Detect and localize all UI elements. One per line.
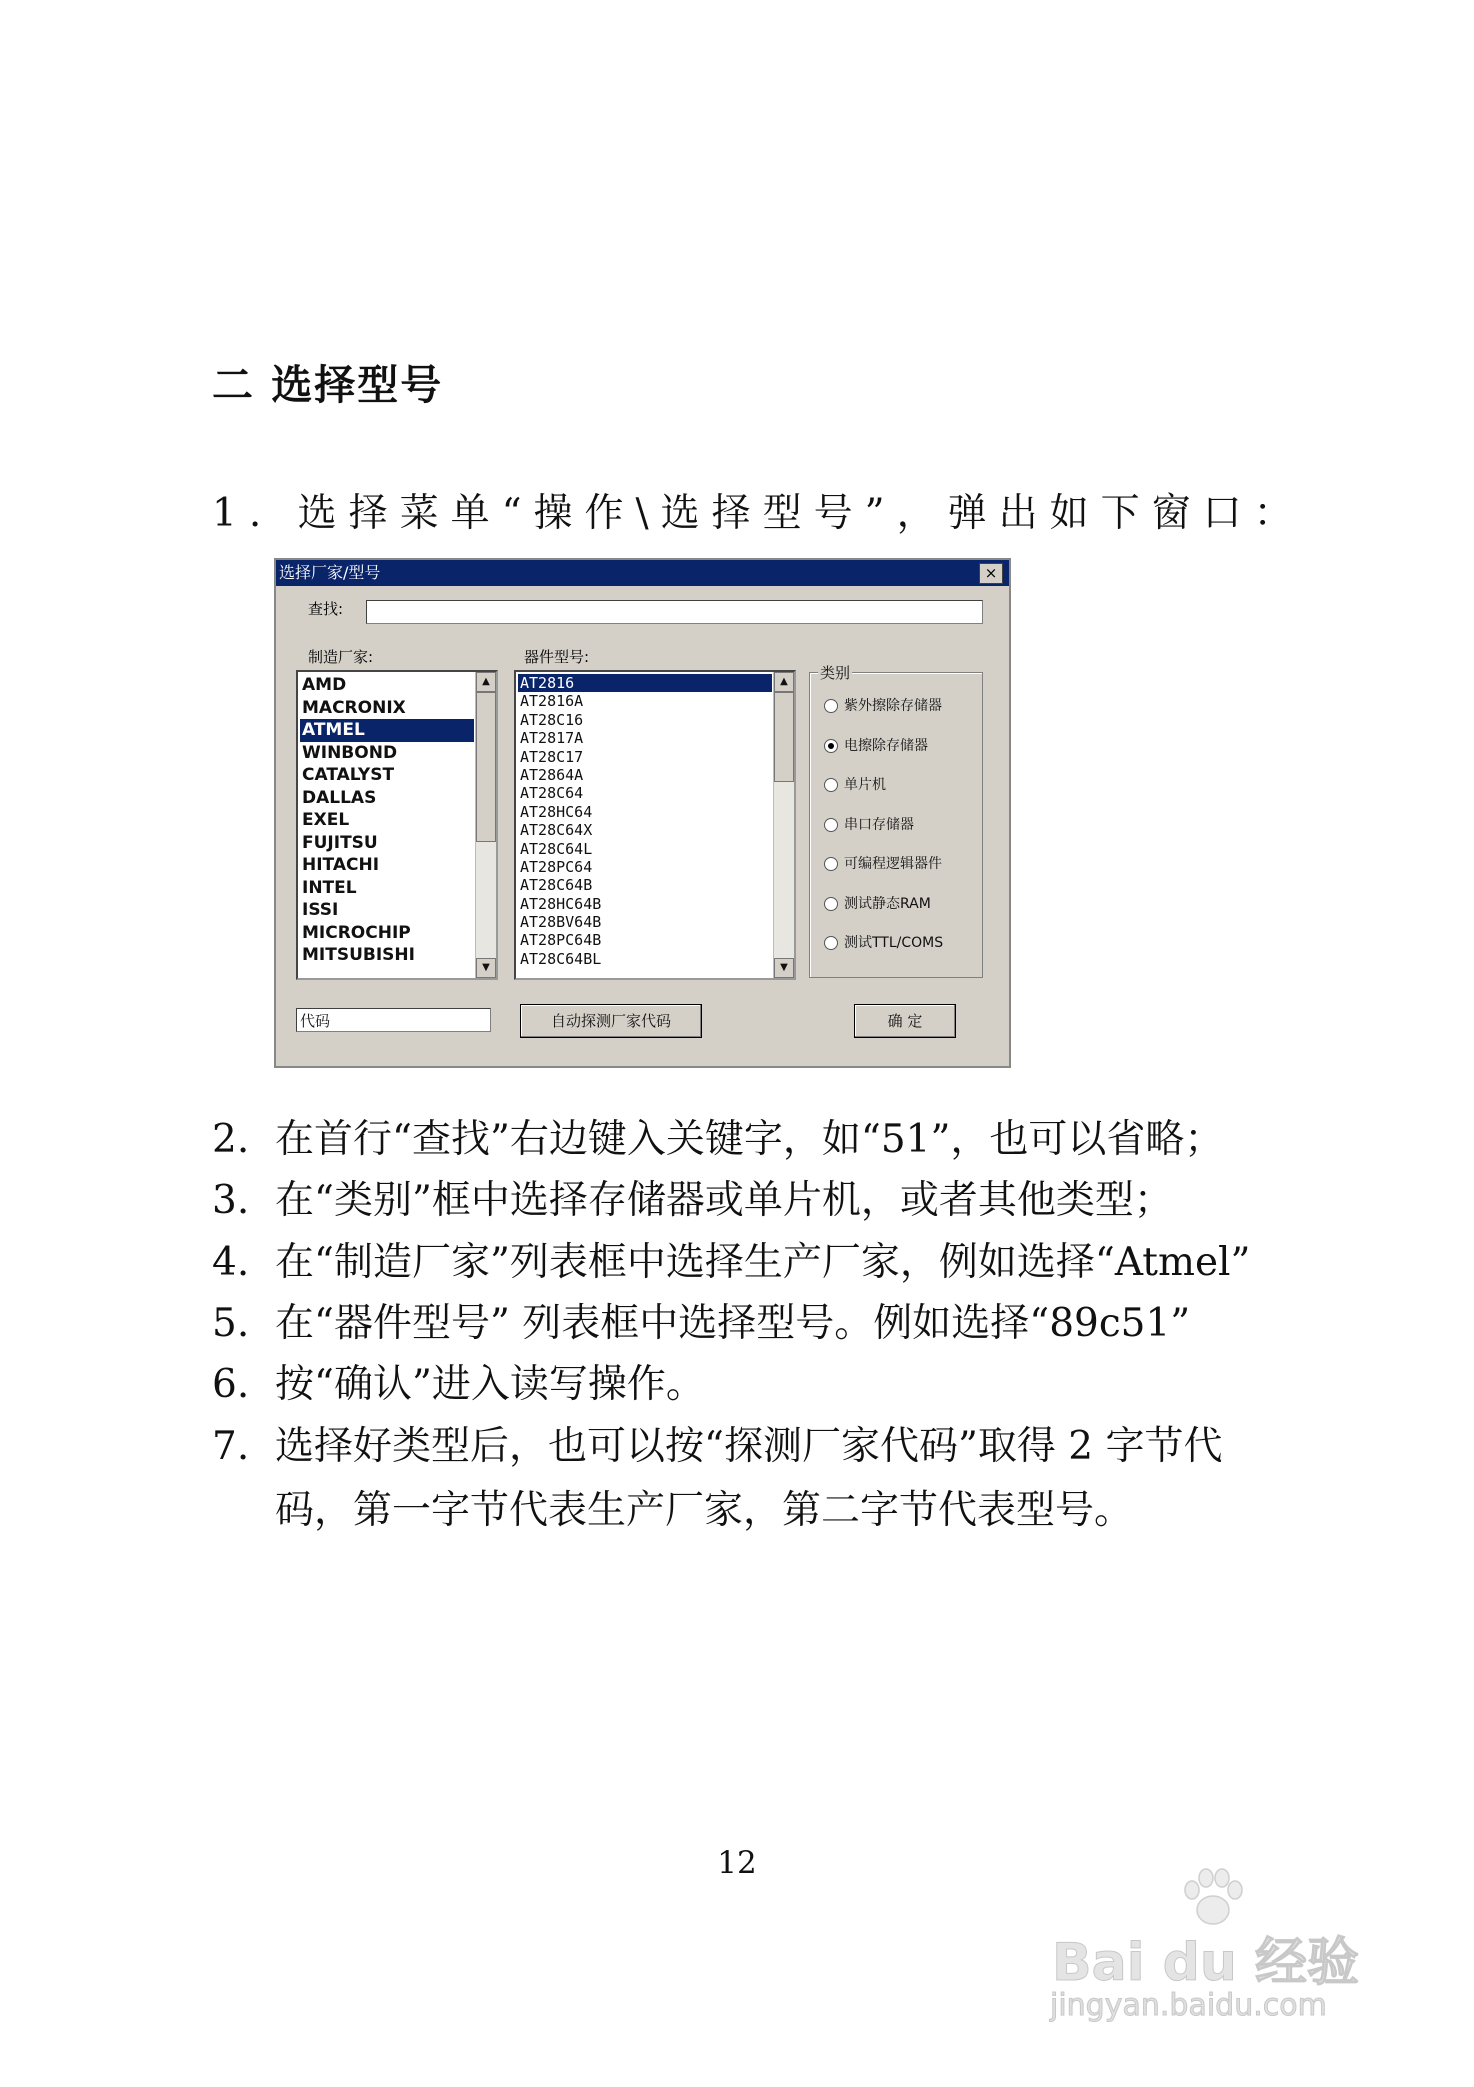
device-list-item[interactable]: AT28C64L	[520, 839, 593, 858]
vendor-list-item[interactable]: EXEL	[302, 810, 350, 830]
device-list-item[interactable]: AT28HC64	[520, 802, 593, 821]
radio-button-icon[interactable]	[824, 897, 838, 911]
scroll-thumb[interactable]	[774, 692, 794, 782]
paw-icon	[1178, 1868, 1248, 1928]
section-title: 二 选择型号	[212, 361, 444, 409]
step-text: 在“器件型号” 列表框中选择型号。例如选择“89c51”	[275, 1300, 1191, 1346]
page-number: 12	[717, 1845, 757, 1881]
step-number: 4.	[212, 1239, 250, 1285]
step-text: 按“确认”进入读写操作。	[275, 1362, 705, 1408]
category-group	[809, 664, 983, 978]
vendor-label: 制造厂家:	[308, 648, 374, 666]
category-label: 单片机	[844, 777, 886, 793]
radio-button-icon[interactable]	[824, 857, 838, 871]
category-label: 测试静态RAM	[844, 895, 931, 912]
radio-button-icon[interactable]	[824, 818, 838, 832]
vendor-list-item[interactable]: HITACHI	[302, 855, 380, 875]
step-number: 5.	[212, 1300, 250, 1346]
device-list-item[interactable]: AT28C64B	[520, 876, 593, 895]
radio-button-icon[interactable]	[824, 778, 838, 792]
category-radio[interactable]	[824, 695, 942, 715]
device-list-item[interactable]: AT28C16	[520, 710, 584, 729]
vendor-list-item[interactable]: MITSUBISHI	[302, 945, 415, 965]
device-label: 器件型号:	[524, 648, 590, 666]
device-list-item[interactable]: AT2817A	[520, 729, 584, 748]
device-list-item[interactable]: AT2816	[518, 674, 772, 692]
search-input[interactable]	[366, 600, 983, 624]
category-radio[interactable]	[824, 853, 942, 873]
scroll-up-icon[interactable]: ▲	[774, 672, 794, 692]
device-listbox[interactable]	[514, 670, 796, 980]
category-label: 电擦除存储器	[844, 737, 928, 754]
close-button[interactable]: ×	[979, 563, 1003, 584]
device-list-item[interactable]: AT28C64	[520, 784, 584, 803]
device-list-item[interactable]: AT28PC64	[520, 857, 593, 876]
radio-button-icon[interactable]	[824, 739, 838, 753]
step-number: 2.	[212, 1117, 250, 1162]
scroll-up-icon[interactable]: ▲	[476, 672, 496, 692]
step-number: 7.	[212, 1423, 250, 1469]
step-item	[212, 1353, 705, 1409]
device-list-item[interactable]: AT2864A	[520, 765, 584, 784]
vendor-list-item[interactable]: FUJITSU	[302, 832, 378, 853]
vendor-scrollbar[interactable]	[475, 672, 496, 978]
category-radio[interactable]	[824, 814, 914, 834]
dialog-titlebar	[276, 560, 1009, 586]
step-number: 6.	[212, 1362, 250, 1408]
device-list-item[interactable]: AT28C64X	[520, 821, 593, 840]
detect-vendor-code-button[interactable]: 自动探测厂家代码	[520, 1004, 702, 1038]
intro-paragraph: 1. 选择菜单“操作\选择型号”，弹出如下窗口：	[212, 491, 1305, 536]
step-item	[212, 1415, 1222, 1535]
watermark-url: jingyan.baidu.com	[1050, 1988, 1327, 2023]
ok-button[interactable]: 确 定	[854, 1004, 956, 1038]
step-text: 选择好类型后，也可以按“探测厂家代码”取得 2 字节代	[275, 1423, 1223, 1469]
vendor-list-item[interactable]: AMD	[302, 675, 347, 695]
search-label: 查找:	[308, 600, 344, 618]
device-list-item[interactable]: AT28BV64B	[520, 913, 602, 932]
vendor-list-item[interactable]: MICROCHIP	[302, 922, 411, 943]
category-label: 可编程逻辑器件	[844, 856, 942, 872]
category-title: 类别	[820, 664, 851, 682]
scroll-down-icon[interactable]: ▼	[476, 958, 496, 978]
step-item	[212, 1169, 1173, 1225]
step-text: 在首行“查找”右边键入关键字，如“51”，也可以省略；	[275, 1117, 1224, 1162]
vendor-list-item[interactable]: INTEL	[302, 877, 357, 898]
watermark-logo: Bai du 经验	[1052, 1933, 1359, 1993]
vendor-list-item[interactable]: CATALYST	[302, 765, 395, 785]
category-label: 串口存储器	[844, 816, 914, 833]
step-item	[212, 1108, 1223, 1164]
vendor-listbox[interactable]	[296, 670, 498, 980]
step-text-continuation: 码，第一字节代表生产厂家，第二字节代表型号。	[275, 1487, 1134, 1533]
radio-button-icon[interactable]	[824, 936, 838, 950]
step-item	[212, 1231, 1250, 1287]
category-radio[interactable]	[824, 735, 928, 755]
device-scrollbar[interactable]	[773, 672, 794, 978]
vendor-list-item[interactable]: MACRONIX	[302, 697, 406, 718]
step-text: 在“类别”框中选择存储器或单片机，或者其他类型；	[275, 1178, 1173, 1224]
scroll-thumb[interactable]	[476, 692, 496, 842]
device-list-item[interactable]: AT28C64BL	[520, 949, 602, 968]
dialog-title: 选择厂家/型号	[279, 563, 381, 582]
radio-button-icon[interactable]	[824, 699, 838, 713]
step-item	[212, 1292, 1190, 1348]
device-list-item[interactable]: AT28C17	[520, 747, 584, 766]
code-field[interactable]: 代码	[296, 1008, 491, 1032]
category-radio[interactable]	[824, 893, 931, 913]
scroll-down-icon[interactable]: ▼	[774, 958, 794, 978]
vendor-list-item[interactable]: WINBOND	[302, 742, 398, 763]
category-label: 测试TTL/COMS	[844, 935, 944, 951]
category-label: 紫外擦除存储器	[844, 698, 942, 714]
step-number: 3.	[212, 1178, 250, 1224]
vendor-list-item[interactable]: ATMEL	[300, 719, 474, 742]
device-list-item[interactable]: AT28HC64B	[520, 894, 602, 913]
vendor-list-item[interactable]: DALLAS	[302, 787, 377, 808]
category-radio[interactable]	[824, 774, 886, 794]
device-list-item[interactable]: AT28PC64B	[520, 931, 602, 950]
select-model-dialog	[274, 558, 1011, 1068]
vendor-list-item[interactable]: ISSI	[302, 900, 339, 920]
category-radio[interactable]	[824, 932, 943, 952]
step-text: 在“制造厂家”列表框中选择生产厂家，例如选择“Atmel”	[275, 1239, 1251, 1285]
device-list-item[interactable]: AT2816A	[520, 692, 584, 711]
